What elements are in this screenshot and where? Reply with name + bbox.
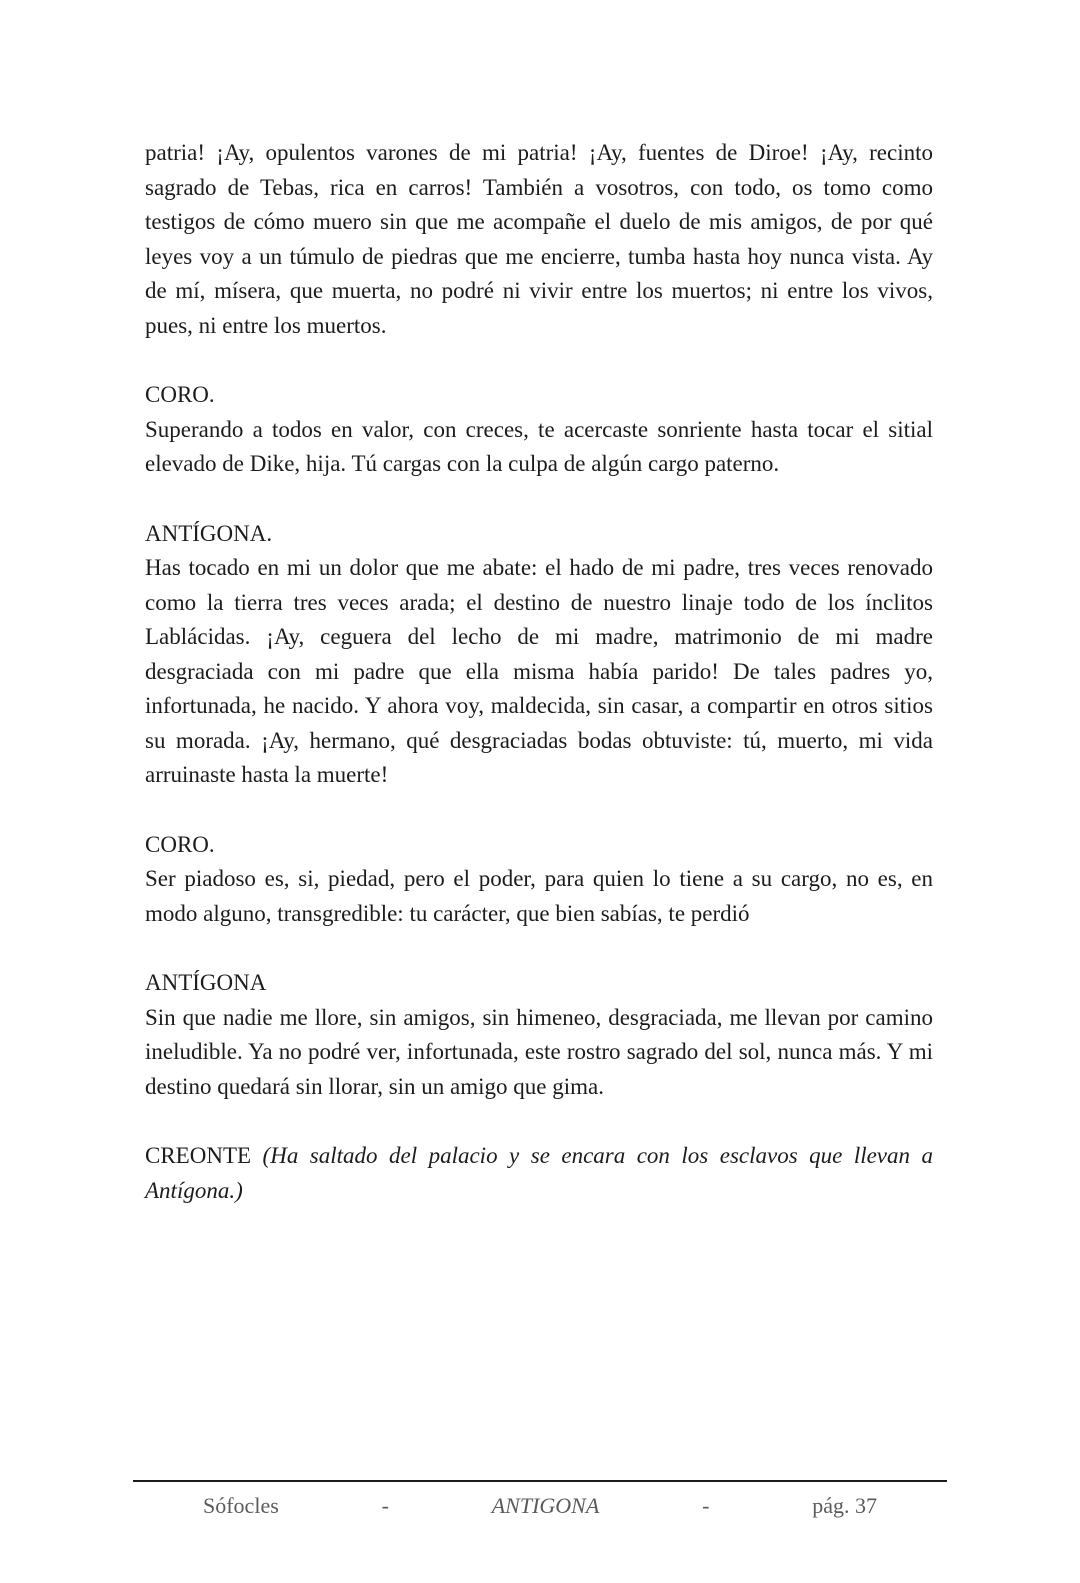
speech-block [145,966,933,1104]
speech-text: Sin que nadie me llore, sin amigos, sin himeneo, desgraciada, me llevan por camino ineludible. Ya no podré ver, infortunada, este rostro sagrado del sol, nunca más. Y mi destino quedará sin llorar, sin un amigo que gima. [145,1004,933,1099]
speech-block [145,828,933,932]
speaker-label: CORO. [145,382,215,407]
speech-block [145,378,933,482]
speech-text: Ser piadoso es, si, piedad, pero el poder, para quien lo tiene a su cargo, no es, en modo alguno, transgredible: tu carácter, que bien sabías, te perdió [145,866,933,926]
speaker-label: ANTÍGONA. [145,520,273,546]
footer-separator-right: - [702,1493,710,1518]
footer-author: Sófocles [203,1493,279,1518]
speaker-label: CREONTE [145,1143,252,1168]
speech-text: Superando a todos en valor, con creces, te acercaste sonriente hasta tocar el sitial elevado de Dike, hija. Tú cargas con la culpa de algún cargo paterno. [145,416,933,476]
footer-separator-left: - [381,1493,389,1518]
stage-block [145,1139,933,1208]
footer-row [133,1493,947,1519]
page-footer [133,1480,947,1519]
footer-title: ANTIGONA [491,1493,600,1518]
page-content [145,136,933,1208]
stage-direction: (Ha saltado del palacio y se encara con los esclavos que llevan a Antígona.) [145,1143,933,1203]
speech-text: Has tocado en mi un dolor que me abate: el hado de mi padre, tres veces renovado como la tierra tres veces arada; el destino de nuestro linaje todo de los ínclitos Lablácidas. ¡Ay, ceguera del lecho de mi madre, matrimonio de mi madre desgraciada con mi padre que ella misma había parido! De tales padres yo, infortunada, he nacido. Y ahora voy, maldecida, sin casar, a compartir en otros sitios su morada. ¡Ay, hermano, qué desgraciadas bodas obtuviste: tú, muerto, mi vida arruinaste hasta la muerte! [145,555,933,787]
paragraph: patria! ¡Ay, opulentos varones de mi patria! ¡Ay, fuentes de Diroe! ¡Ay, recinto sagrado de Tebas, rica en carros! También a vosotros, con todo, os tomo como testigos de cómo muero sin que me acompañe el duelo de mis amigos, de por qué leyes voy a un túmulo de piedras que me encierre, tumba hasta hoy nunca vista. Ay de mí, mísera, que muerta, no podré ni vivir entre los muertos; ni entre los vivos, pues, ni entre los muertos. [145,140,933,338]
speaker-label: CORO. [145,831,215,857]
footer-page-number: pág. 37 [812,1493,877,1518]
speech-block [145,517,933,793]
speaker-label: ANTÍGONA [145,970,267,995]
